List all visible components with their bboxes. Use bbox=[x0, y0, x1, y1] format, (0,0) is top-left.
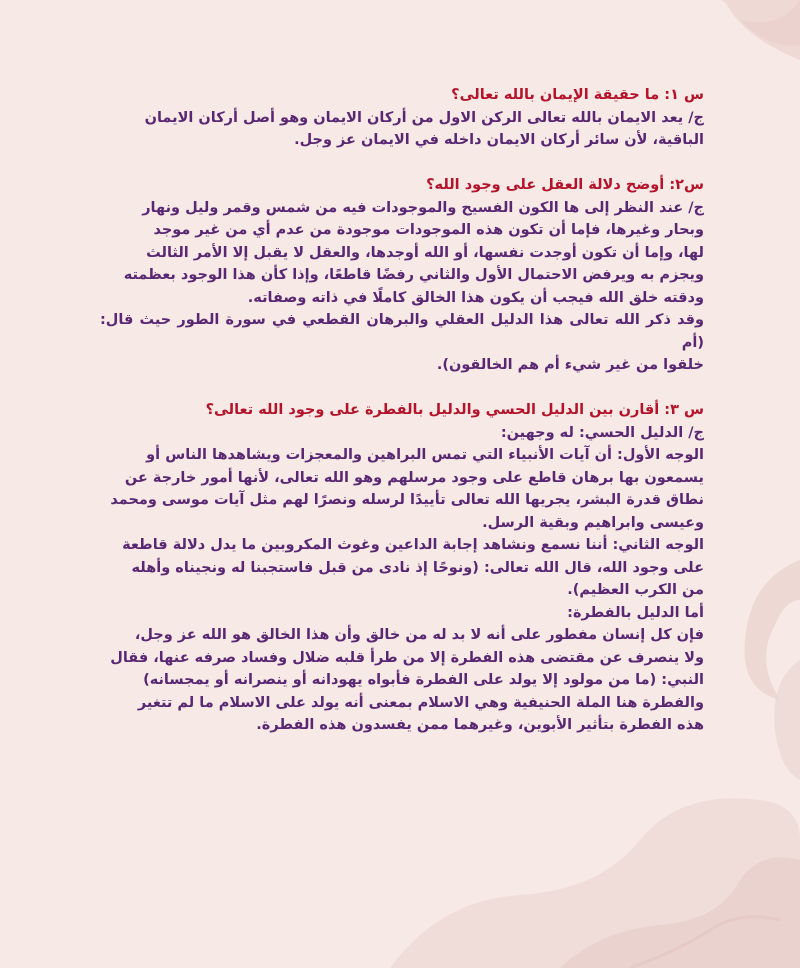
answer-3-line: يسمعون بها برهان قاطع على وجود مرسلهم وهو الله تعالى، لأنها أمور خارجة عن bbox=[124, 469, 704, 486]
answer-1-line: الباقية، لأن سائر أركان الايمان داخله في الايمان عز وجل. bbox=[294, 132, 704, 148]
answer-3-line: على وجود الله، قال الله تعالى: (ونوحًا إذ نادى من قبل فاستجبنا له ونجيناه وأهله bbox=[131, 559, 704, 576]
answer-2-line: خلقوا من غير شيء أم هم الخالقون). bbox=[436, 357, 704, 373]
answer-2-line: ج/ عند النظر إلى ها الكون الفسيح والموجودات فيه من شمس وقمر وليل ونهار bbox=[142, 199, 704, 216]
answer-3-line: النبي: (ما من مولود إلا يولد على الفطرة فأبواه يهودانه أو ينصرانه أو يمجسانه) bbox=[143, 672, 704, 688]
answer-2-line: ودقته خلق الله فيجب أن يكون هذا الخالق كاملًا في ذاته وصفاته. bbox=[247, 289, 704, 306]
answer-3-line: من الكرب العظيم). bbox=[567, 582, 704, 598]
answer-2-line: ويجزم به ويرفض الاحتمال الأول والثاني رفضًا قاطعًا، وإذا كأن هذا الوجود بعظمته bbox=[123, 267, 704, 283]
answer-2-line: وبحار وغيرها، فإما أن تكون هذه الموجودات موجودة من عدم أي من غير موجد bbox=[153, 222, 704, 238]
answer-1-line: ج/ يعد الايمان بالله تعالى الركن الاول من أركان الايمان وهو أصل أركان الايمان bbox=[144, 109, 704, 126]
answer-3-line: هذه الفطرة بتأثير الأبوين، وغيرهما ممن يفسدون هذه الفطرة. bbox=[256, 717, 704, 733]
answer-2-line: وقد ذكر الله تعالى هذا الدليل العقلي والبرهان القطعي في سورة الطور حيث قال: (أم bbox=[100, 312, 704, 351]
bottom-arabesque-ornament bbox=[380, 780, 800, 968]
answer-3-line: وعيسى وابراهيم وبقية الرسل. bbox=[482, 514, 704, 531]
answer-3-line: الوجه الثاني: أننا نسمع ونشاهد إجابة الداعين وغوث المكروبين ما يدل دلالة قاطعة bbox=[122, 537, 704, 553]
page-content bbox=[100, 84, 704, 737]
answer-3-line: فإن كل إنسان مفطور على أنه لا بد له من خالق وأن هذا الخالق هو الله عز وجل، bbox=[134, 627, 704, 643]
answer-2-line: لها، وإما أن تكون أوجدت نفسها، أو الله أوجدها، والعقل لا يقبل إلا الأمر الثالث bbox=[146, 244, 704, 261]
answer-3-line: ج/ الدليل الحسي: له وجهين: bbox=[500, 424, 704, 441]
answer-3-line: أما الدليل بالفطرة: bbox=[567, 604, 704, 621]
answer-3-line: والفطرة هنا الملة الحنيفية وهي الاسلام بمعنى أنه يولد على الاسلام ما لم تتغير bbox=[137, 694, 704, 711]
question-2-title: س٢: أوضح دلالة العقل على وجود الله؟ bbox=[426, 177, 704, 193]
answer-3-line: ولا ينصرف عن مقتضى هذه الفطرة إلا من طرأ قلبه ضلال وفساد صرفه عنها، فقال bbox=[110, 649, 704, 666]
question-1-title: س ١: ما حقيقة الإيمان بالله تعالى؟ bbox=[451, 87, 704, 103]
question-3-title: س ٣: أقارن بين الدليل الحسي والدليل بالفطرة على وجود الله تعالى؟ bbox=[205, 402, 704, 418]
answer-3-line: الوجه الأول: أن آيات الأنبياء التي تمس البراهين والمعجزات ويشاهدها الناس أو bbox=[146, 447, 704, 463]
answer-3-line: نطاق قدرة البشر، يجريها الله تعالى تأييدًا لرسله ونصرًا لهم مثل آيات موسى ومحمد bbox=[110, 492, 704, 508]
